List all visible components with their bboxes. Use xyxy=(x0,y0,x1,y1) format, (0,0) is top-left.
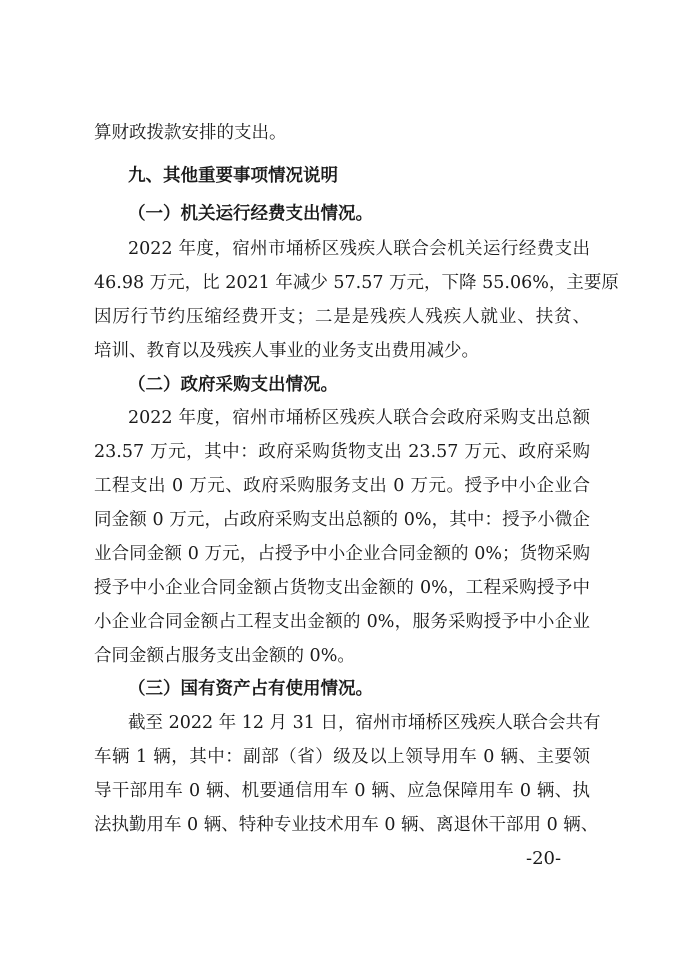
subsection-heading-operating-expenses: （一）机关运行经费支出情况。 xyxy=(128,204,373,224)
paragraph-line: 培训、教育以及残疾人事业的业务支出费用减少。 xyxy=(94,341,479,361)
paragraph-line: 2022 年度，宿州市埇桥区残疾人联合会政府采购支出总额 xyxy=(128,408,590,428)
paragraph-line: 导干部用车 0 辆、机要通信用车 0 辆、应急保障用车 0 辆、执 xyxy=(94,781,590,801)
subsection-heading-procurement: （二）政府采购支出情况。 xyxy=(128,375,338,395)
paragraph-line: 授予中小企业合同金额占货物支出金额的 0%，工程采购授予中 xyxy=(94,578,590,598)
paragraph-line: 46.98 万元，比 2021 年减少 57.57 万元，下降 55.06%，主要原 xyxy=(94,273,619,293)
paragraph-line: 2022 年度，宿州市埇桥区残疾人联合会机关运行经费支出 xyxy=(128,239,590,259)
paragraph-line: 车辆 1 辆，其中：副部（省）级及以上领导用车 0 辆、主要领 xyxy=(94,747,590,767)
paragraph-continuation: 算财政拨款安排的支出。 xyxy=(94,123,287,143)
paragraph-line: 截至 2022 年 12 月 31 日，宿州市埇桥区残疾人联合会共有 xyxy=(128,713,601,733)
page-number: -20- xyxy=(526,848,562,869)
paragraph-line: 同金额 0 万元，占政府采购支出总额的 0%，其中：授予小微企 xyxy=(94,510,590,530)
subsection-heading-state-assets: （三）国有资产占有使用情况。 xyxy=(128,679,373,699)
paragraph-line: 因厉行节约压缩经费开支；二是是残疾人残疾人就业、扶贫、 xyxy=(94,307,590,327)
paragraph-line: 工程支出 0 万元、政府采购服务支出 0 万元。授予中小企业合 xyxy=(94,476,590,496)
paragraph-line: 小企业合同金额占工程支出金额的 0%，服务采购授予中小企业 xyxy=(94,612,590,632)
section-heading-other-matters: 九、其他重要事项情况说明 xyxy=(128,166,338,186)
paragraph-line: 法执勤用车 0 辆、特种专业技术用车 0 辆、离退休干部用 0 辆、 xyxy=(94,815,599,835)
paragraph-line: 23.57 万元，其中：政府采购货物支出 23.57 万元、政府采购 xyxy=(94,442,590,462)
paragraph-line: 合同金额占服务支出金额的 0%。 xyxy=(94,646,355,666)
paragraph-line: 业合同金额 0 万元，占授予中小企业合同金额的 0%；货物采购 xyxy=(94,544,590,564)
